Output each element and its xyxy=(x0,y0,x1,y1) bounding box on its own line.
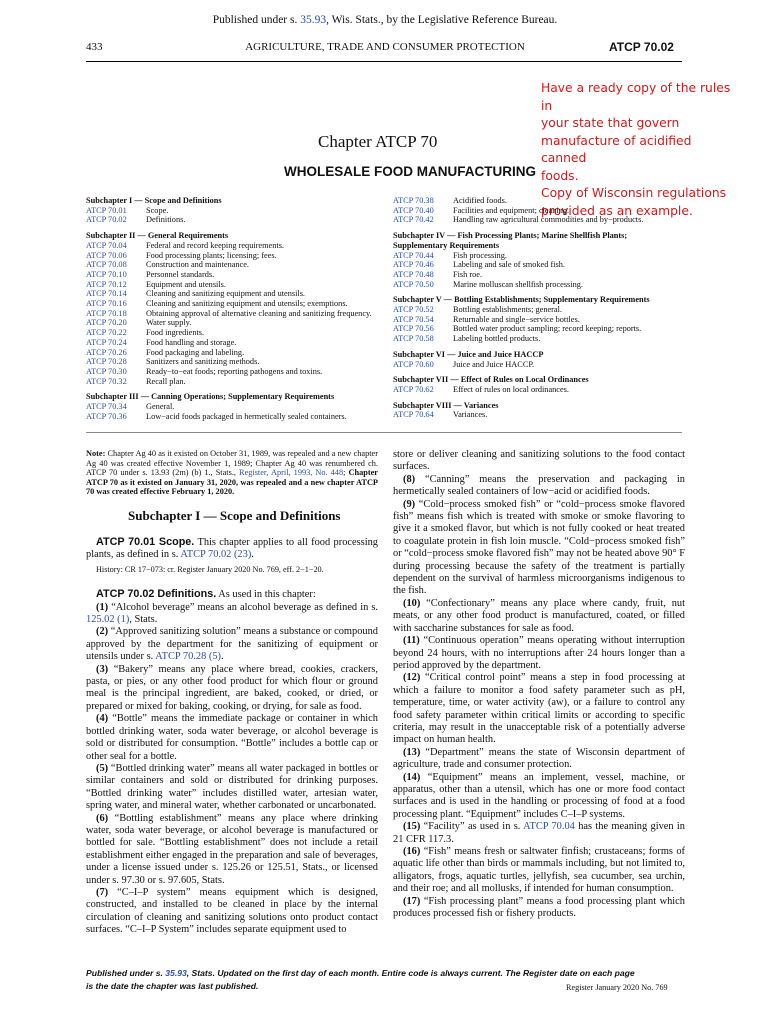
toc-section-link[interactable]: ATCP 70.60 xyxy=(393,359,434,369)
definition-text-end: . xyxy=(221,651,224,663)
toc-row xyxy=(393,324,683,334)
toc-section-title: Low−acid foods packaged in hermetically sealed containers. xyxy=(146,411,347,421)
toc-section-title: Recall plan. xyxy=(146,376,186,386)
toc-section-title: Marine molluscan shellfish processing. xyxy=(453,279,583,289)
left-column xyxy=(86,536,378,937)
toc-row xyxy=(393,270,683,280)
toc-section-title: Cleaning and sanitizing equipment and utensils. xyxy=(146,289,305,299)
toc-row xyxy=(393,280,683,290)
toc-right xyxy=(393,196,683,420)
toc-row xyxy=(86,241,382,251)
toc-section-title: Water supply. xyxy=(146,318,192,328)
definition-paragraph xyxy=(86,887,378,937)
toc-row xyxy=(393,251,683,261)
toc-section-link[interactable]: ATCP 70.30 xyxy=(86,366,127,376)
toc-section-title: Fish processing. xyxy=(453,250,507,260)
definition-paragraph xyxy=(86,813,378,887)
definition-paragraph xyxy=(393,821,685,846)
toc-subchapter-heading: Subchapter V — Bottling Establishments; Supplementary Requirements xyxy=(393,295,650,305)
toc-row xyxy=(86,328,382,338)
annotation-line: your state that govern xyxy=(541,116,680,130)
toc-section-link[interactable]: ATCP 70.26 xyxy=(86,347,127,357)
toc-section-link[interactable]: ATCP 70.32 xyxy=(86,376,127,386)
definition-text: “Bottle” means the immediate package or container in which bottled drinking water, soda water beverage, or alcohol beverage is sold or distributed for consumption. “Bottle” includes a bottle cap or other seal for a bottle. xyxy=(86,713,378,762)
definition-number: (9) xyxy=(403,498,416,510)
chapter-code: ATCP 70.02 xyxy=(609,40,674,54)
definition-paragraph xyxy=(393,772,685,822)
toc-section-link[interactable]: ATCP 70.10 xyxy=(86,269,127,279)
footer-text: , Stats. Updated on the first day of each month. Entire code is always current. The Register date on each page xyxy=(186,968,635,978)
definition-text: “Alcohol beverage” means an alcohol beverage as defined in s. xyxy=(108,601,378,613)
definition-paragraph xyxy=(393,474,685,499)
continuation-text: store or deliver cleaning and sanitizing solutions to the food contact surfaces. xyxy=(393,449,685,473)
definition-text: “Approved sanitizing solution” means a substance or compound approved by the department for the sanitizing of equipment or utensils under s. xyxy=(86,626,378,663)
toc-section-title: Equipment and utensils. xyxy=(146,279,226,289)
definition-number: (3) xyxy=(96,663,109,675)
definition-number: (10) xyxy=(403,597,421,609)
toc-row xyxy=(86,367,382,377)
annotation-line: Copy of Wisconsin regulations xyxy=(541,186,727,200)
definition-paragraph xyxy=(86,626,378,663)
definition-number: (8) xyxy=(403,473,416,485)
annotation-line: foods. xyxy=(541,168,579,183)
toc-row xyxy=(393,410,683,420)
toc-row xyxy=(393,334,683,344)
toc-row xyxy=(86,377,382,387)
toc-section-link[interactable]: ATCP 70.34 xyxy=(86,402,127,412)
definition-link[interactable]: ATCP 70.04 xyxy=(523,821,575,833)
toc-section-link[interactable]: ATCP 70.04 xyxy=(86,240,127,250)
toc-section-title: Variances. xyxy=(453,410,488,420)
definition-paragraph xyxy=(86,602,378,627)
toc-subchapter-heading: Subchapter III — Canning Operations; Supplementary Requirements xyxy=(86,392,335,402)
definition-text: “Department” means the state of Wisconsin department of agriculture, trade and consumer protection. xyxy=(393,746,685,771)
definition-paragraph xyxy=(393,896,685,921)
annotation-line: manufacture of acidified canned xyxy=(541,133,692,165)
toc-section-title: Effect of rules on local ordinances. xyxy=(453,384,569,394)
toc-section-link[interactable]: ATCP 70.12 xyxy=(86,279,127,289)
toc-section-title: General. xyxy=(146,402,175,412)
footer-text: Published under s. xyxy=(86,968,166,978)
toc-row xyxy=(393,360,683,370)
register-date: Register January 2020 No. 769 xyxy=(566,983,668,992)
toc-section-link[interactable]: ATCP 70.40 xyxy=(393,205,434,215)
toc-subchapter-heading: Subchapter VII — Effect of Rules on Local Ordinances xyxy=(393,375,589,385)
toc-section-link[interactable]: ATCP 70.24 xyxy=(86,337,127,347)
toc-section-link[interactable]: ATCP 70.02 xyxy=(86,215,127,225)
section-7001 xyxy=(86,536,378,562)
banner-text-pre: Published under s. xyxy=(212,14,301,26)
definition-number: (4) xyxy=(96,713,109,725)
toc-row xyxy=(393,315,683,325)
toc-section-title: Labeling and sale of smoked fish. xyxy=(453,260,565,270)
right-column xyxy=(393,449,685,920)
toc-section-title: Cleaning and sanitizing equipment and utensils; exemptions. xyxy=(146,299,348,309)
definition-number: (11) xyxy=(403,635,420,647)
running-title: AGRICULTURE, TRADE AND CONSUMER PROTECTION xyxy=(245,41,525,53)
toc-row xyxy=(86,338,382,348)
toc-section-title: Handling raw agricultural commodities and by−products. xyxy=(453,215,644,225)
toc-row xyxy=(86,309,382,319)
definition-number: (2) xyxy=(96,626,109,638)
toc-section-link[interactable]: ATCP 70.06 xyxy=(86,250,127,260)
definition-text: “Bottled drinking water” means all water packaged in bottles or similar containers and sold or distributed for drinking purposes. “Bottled drinking water” includes distilled water, artesian water, spring water, and mineral water, whether carbonated or uncarbonated. xyxy=(86,762,378,812)
chapter-name: WHOLESALE FOOD MANUFACTURING xyxy=(284,164,536,179)
toc-row xyxy=(86,412,382,422)
toc-section-link[interactable]: ATCP 70.01 xyxy=(86,205,127,215)
section-7002 xyxy=(86,588,378,601)
chapter-title: Chapter ATCP 70 xyxy=(318,132,438,151)
toc-section-link[interactable]: ATCP 70.62 xyxy=(393,384,434,394)
toc-section-link[interactable]: ATCP 70.16 xyxy=(86,299,127,309)
toc-section-title: Food processing plants; licensing; fees. xyxy=(146,250,277,260)
divider xyxy=(86,432,682,433)
definition-text: “Confectionary” means any place where candy, fruit, nut meats, or any other food product is manufactured, coated, or filled with saccharine substances for sale as food. xyxy=(393,597,685,634)
definition-link[interactable]: ATCP 70.28 (5) xyxy=(155,651,221,663)
toc-row xyxy=(86,251,382,261)
toc-section-link[interactable]: ATCP 70.50 xyxy=(393,279,434,289)
definition-list xyxy=(86,602,378,937)
section-heading: ATCP 70.01 Scope. xyxy=(96,536,195,548)
toc-section-title: Fish roe. xyxy=(453,269,483,279)
banner-text-post: , Wis. Stats., by the Legislative Reference Bureau. xyxy=(326,14,558,26)
toc-section-title: Food ingredients. xyxy=(146,328,205,338)
definition-number: (1) xyxy=(96,601,109,613)
definition-paragraph xyxy=(393,598,685,635)
toc-subchapter-heading: Subchapter II — General Requirements xyxy=(86,231,229,241)
toc-row xyxy=(86,215,382,225)
publication-banner xyxy=(0,14,770,26)
definition-number: (17) xyxy=(403,895,421,907)
toc-row xyxy=(86,357,382,367)
subchapter-heading: Subchapter I — Scope and Definitions xyxy=(128,508,341,523)
toc-section-title: Acidified foods. xyxy=(453,196,507,205)
toc-section-link[interactable]: ATCP 70.54 xyxy=(393,314,434,324)
definition-text: “Bottling establishment” means any place where drinking water, soda water beverage, or alcohol beverage is manufactured or bottled for sale. “Bottling establishment” does not include a retail establishment either engaged in the preparation and sale of beverages, under a license issued under s. 125.26 or 125.51, Stats., or licensed under s. 97.30 or s. 97.605, Stats. xyxy=(86,812,378,886)
toc-row xyxy=(86,348,382,358)
toc-section-title: Federal and record keeping requirements. xyxy=(146,240,284,250)
definition-text: “Fish processing plant” means a food processing plant which produces processed fish or fishery products. xyxy=(393,895,685,920)
definition-number: (5) xyxy=(96,762,109,774)
definition-number: (15) xyxy=(403,821,421,833)
definition-paragraph xyxy=(86,763,378,813)
definition-paragraph xyxy=(86,713,378,763)
definition-number: (6) xyxy=(96,812,109,824)
toc-section-title: Scope. xyxy=(146,205,169,215)
annotation-line: provided as an example. xyxy=(541,203,693,218)
toc-section-link[interactable]: ATCP 70.22 xyxy=(86,328,127,338)
section-heading: ATCP 70.02 Definitions. xyxy=(96,588,217,601)
section-text: This chapter applies to all food processing plants, as defined in s. xyxy=(86,537,378,561)
definition-number: (13) xyxy=(403,746,421,758)
toc-section-title: Juice and Juice HACCP. xyxy=(453,359,535,369)
toc-row xyxy=(393,206,683,216)
definition-paragraph xyxy=(393,499,685,598)
toc-row xyxy=(86,270,382,280)
toc-row xyxy=(86,260,382,270)
header-rule xyxy=(86,61,682,62)
toc-subchapter-heading: Subchapter VIII — Variances xyxy=(393,400,499,410)
toc-section-link[interactable]: ATCP 70.44 xyxy=(393,250,434,260)
footer-link[interactable]: 35.93 xyxy=(165,968,187,978)
toc-left xyxy=(86,196,382,421)
definition-text: “Cold−process smoked fish” or “cold−process smoke flavored fish” means fish which is treated with smoke or smoke flavoring to give it a smoked flavor, but which is not fully cooked or heat treated to coagulate protein in fish loin muscle. “Cold−process smoked fish” or “cold−process smoke flavored fish” may not be heated above 90° F during processing because the safety of the treatment is partially dependent on the survival of harmless microorganisms indigenous to the fish. xyxy=(393,498,685,597)
definition-text: “C–I–P system” means equipment which is designed, constructed, and installed to be cleaned in place by the internal circulation of cleaning and sanitizing solutions onto product contact surfaces. “C–I–P System” includes separate equipment used to xyxy=(86,886,378,936)
history-line: History: CR 17−073: cr. Register January 2020 No. 769, eff. 2−1−20. xyxy=(96,564,324,574)
definition-text: “Critical control point” means a step in food processing at which a failure to monitor a food safety parameter such as pH, temperature, time, or water activity (aw), or a failure to control any food safety parameter within critical limits or according to specific criteria, may result in the unacceptable risk of a potentially adverse impact on human health. xyxy=(393,672,685,746)
toc-section-title: Definitions. xyxy=(146,215,186,225)
definition-paragraph xyxy=(393,747,685,772)
toc-section-link[interactable]: ATCP 70.38 xyxy=(393,196,434,205)
toc-section-link[interactable]: ATCP 70.52 xyxy=(393,305,434,315)
definition-text: “Facility” as used in s. xyxy=(420,821,524,833)
section-intro: As used in this chapter: xyxy=(216,589,316,601)
toc-section-title: Food handling and storage. xyxy=(146,337,237,347)
definition-text-end: has the meaning given in 21 CFR 117.3. xyxy=(393,821,686,845)
toc-row xyxy=(86,206,382,216)
toc-section-title: Obtaining approval of alternative cleaning and sanitizing frequency. xyxy=(146,308,372,318)
toc-section-link[interactable]: ATCP 70.56 xyxy=(393,324,434,334)
toc-section-title: Personnel standards. xyxy=(146,269,215,279)
definition-text: “Fish” means fresh or saltwater finfish; crustaceans; forms of aquatic life other than birds or mammals including, but not limited to, alligators, frogs, aquatic turtles, jellyfish, sea cucumber, sea urchin, and their roe; and all mollusks, if intended for human consumption. xyxy=(393,846,685,895)
toc-section-title: Bottling establishments; general. xyxy=(453,305,562,315)
definition-link[interactable]: 125.02 (1) xyxy=(86,614,130,626)
definition-text: “Equipment” means an implement, vessel, machine, or apparatus, other than a utensil, which has one or more food contact surfaces and is used in the handling or processing of food at a food processing plant. “Equipment” includes C–I–P systems. xyxy=(393,771,685,820)
toc-row xyxy=(86,318,382,328)
note-label: Note: xyxy=(86,449,106,458)
toc-section-title: Facilities and equipment; cleaning. xyxy=(453,205,570,215)
definition-text-end: , Stats. xyxy=(129,614,158,626)
toc-section-link[interactable]: ATCP 70.14 xyxy=(86,289,127,299)
toc-row xyxy=(86,299,382,309)
definition-text: “Bakery” means any place where bread, cookies, crackers, pasta, or pies, or any other food product for which flour or ground meal is the principal ingredient, are baked, cooked, or dried, or prepared or mixed for baking, cooking, or drying, for sale as food. xyxy=(86,663,378,712)
section-link[interactable]: ATCP 70.02 (23) xyxy=(180,549,252,561)
page-number: 433 xyxy=(86,41,103,53)
toc-row xyxy=(86,280,382,290)
toc-section-link[interactable]: ATCP 70.36 xyxy=(86,411,127,421)
toc-section-title: Ready−to−eat foods; reporting pathogens and toxins. xyxy=(146,366,323,376)
note-text: ; xyxy=(343,468,349,478)
definition-number: (7) xyxy=(96,886,109,898)
section-text-end: . xyxy=(251,549,254,561)
definition-paragraph xyxy=(393,846,685,896)
statute-link[interactable]: 35.93 xyxy=(300,14,327,26)
definition-paragraph xyxy=(86,664,378,714)
toc-row xyxy=(393,385,683,395)
toc-subchapter-heading: Subchapter VI — Juice and Juice HACCP xyxy=(393,349,544,359)
toc-section-link[interactable]: ATCP 70.28 xyxy=(86,357,127,367)
footer-text: is the date the chapter was last published. xyxy=(86,980,259,991)
toc-row xyxy=(86,402,382,412)
toc-section-link[interactable]: ATCP 70.48 xyxy=(393,269,434,279)
toc-section-link[interactable]: ATCP 70.46 xyxy=(393,260,434,270)
definition-list xyxy=(393,474,685,921)
toc-section-link[interactable]: ATCP 70.42 xyxy=(393,215,434,225)
annotation-line: Have a ready copy of the rules in xyxy=(541,81,731,113)
toc-section-title: Sanitizers and sanitizing methods. xyxy=(146,357,260,367)
toc-subchapter-heading: Subchapter IV — Fish Processing Plants; Marine Shellfish Plants; Supplementary Requirements xyxy=(393,231,628,250)
toc-section-title: Labeling bottled products. xyxy=(453,334,541,344)
toc-section-title: Bottled water product sampling; record keeping; reports. xyxy=(453,324,642,334)
toc-section-link[interactable]: ATCP 70.58 xyxy=(393,334,434,344)
toc-section-link[interactable]: ATCP 70.64 xyxy=(393,410,434,420)
definition-text: “Continuous operation” means operating without interruption beyond 24 hours, with no interruptions after 24 hours longer than a period approved by the department. xyxy=(393,635,685,671)
toc-section-link[interactable]: ATCP 70.08 xyxy=(86,260,127,270)
toc-row xyxy=(393,260,683,270)
toc-section-link[interactable]: ATCP 70.20 xyxy=(86,318,127,328)
toc-row xyxy=(393,305,683,315)
toc-section-title: Food packaging and labeling. xyxy=(146,347,245,357)
note-bold: Chapter ATCP 70 as it existed on January 31, 2020, was repealed and a new chapter ATCP 70 was created effective February 1, 2020. xyxy=(86,468,378,497)
history-note xyxy=(86,449,378,497)
definition-text: “Canning” means the preservation and packaging in hermetically sealed containers of low−acid or acidified foods. xyxy=(393,473,685,498)
register-link[interactable]: Register, April, 1993, No. 448 xyxy=(239,468,344,478)
toc-section-title: Returnable and single−service bottles. xyxy=(453,314,580,324)
note-text: Chapter Ag 40 as it existed on October 31, 1989, was repealed and a new chapter Ag 40 was created effective November 1, 1989; Chapter Ag 40 was renumbered ch. ATCP 70 under s. 13.93 (2m) (b) 1., Stats., xyxy=(86,449,378,478)
toc-section-link[interactable]: ATCP 70.18 xyxy=(86,308,127,318)
toc-section-title: Construction and maintenance. xyxy=(146,260,249,270)
definition-number: (12) xyxy=(403,672,421,684)
definition-paragraph xyxy=(393,635,685,672)
toc-row xyxy=(393,196,683,206)
definition-paragraph xyxy=(393,672,685,746)
definition-number: (16) xyxy=(403,846,421,857)
toc-row xyxy=(393,215,683,225)
toc-subchapter-heading: Subchapter I — Scope and Definitions xyxy=(86,196,222,205)
definition-number: (14) xyxy=(403,771,421,783)
toc-row xyxy=(86,289,382,299)
